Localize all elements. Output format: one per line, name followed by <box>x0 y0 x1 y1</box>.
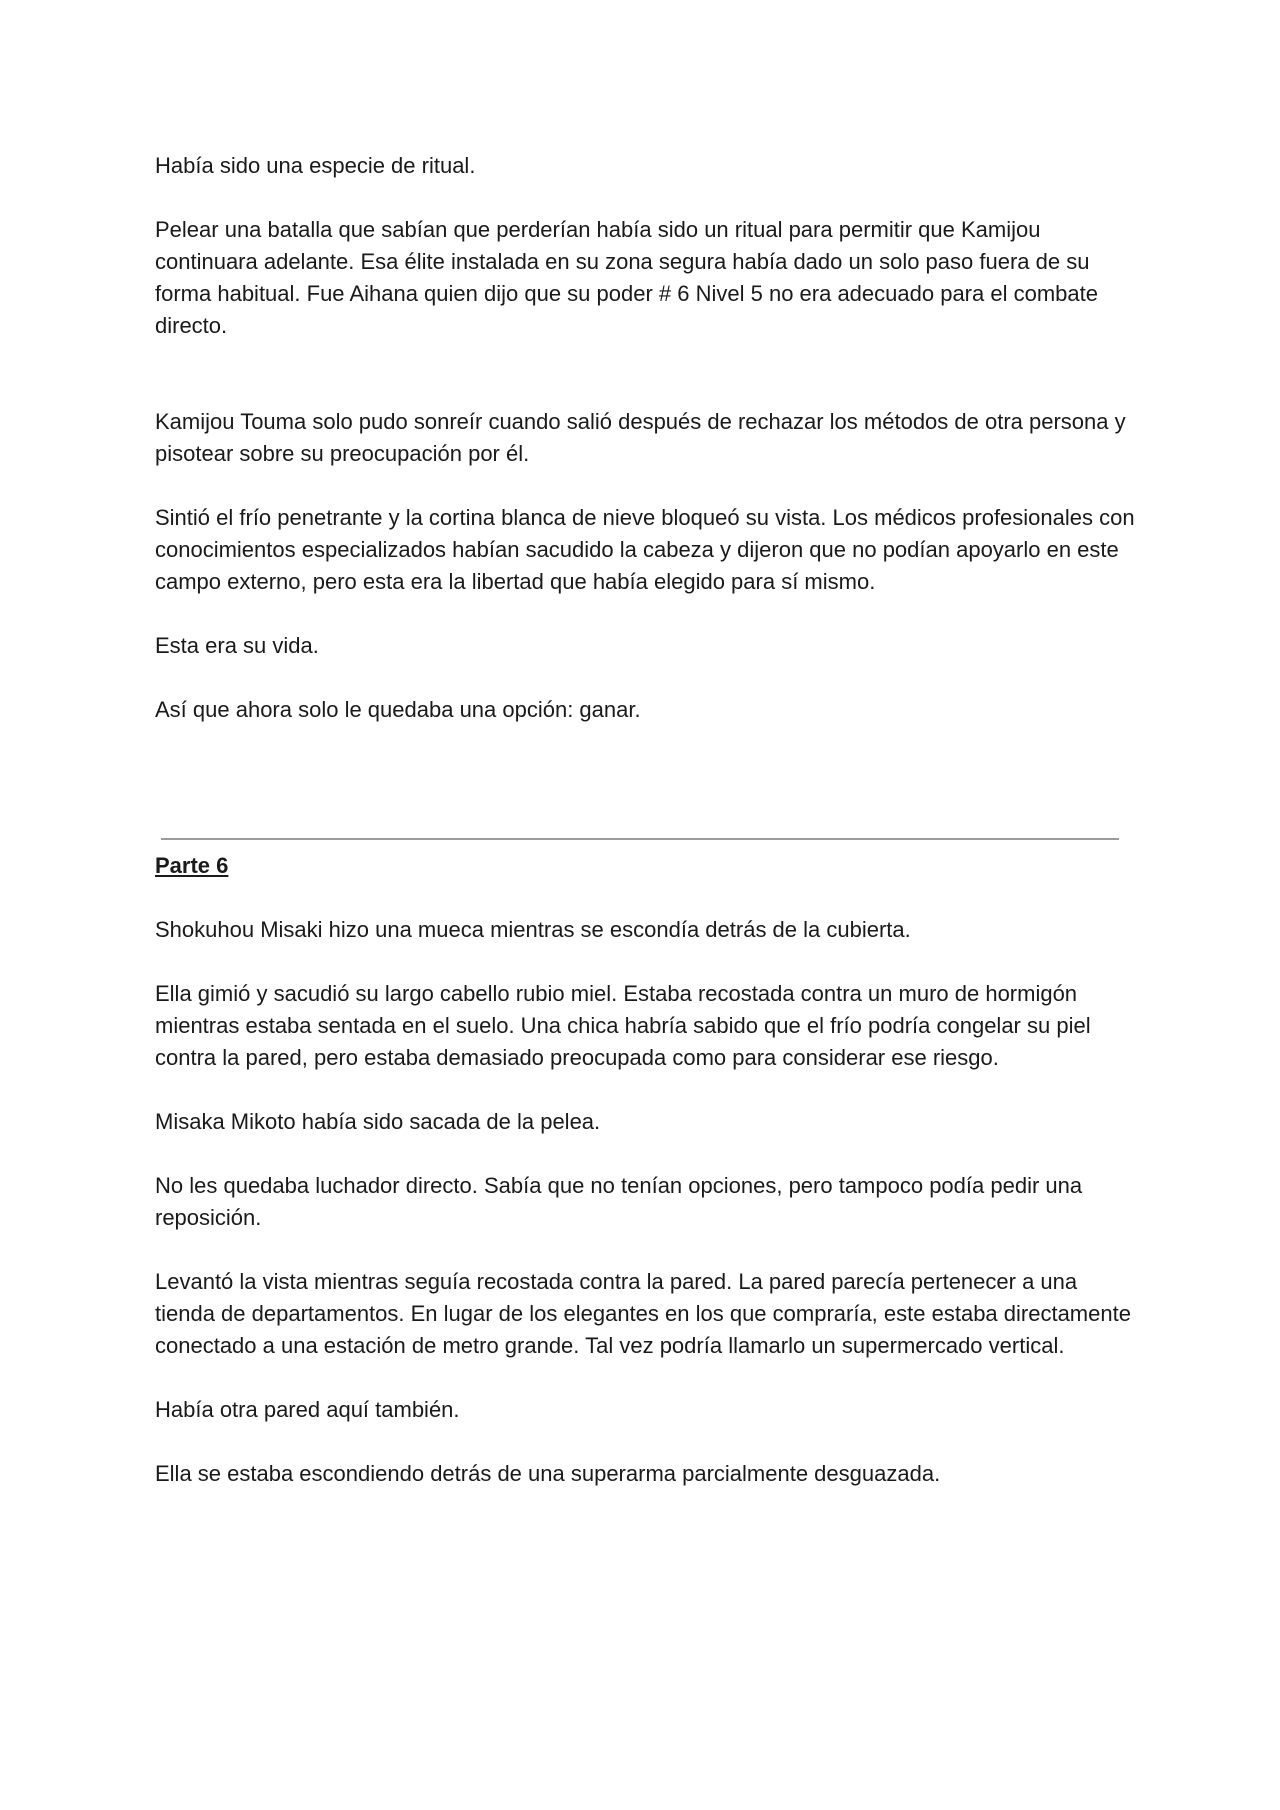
section-heading: Parte 6 <box>155 853 229 878</box>
paragraph: Levantó la vista mientras seguía recostada contra la pared. La pared parecía pertenecer a una tienda de departamentos. En lugar de los elegantes en los que compraría, este estaba directamente conectado a una estación de metro grande. Tal vez podría llamarlo un supermercado vertical. <box>155 1269 1131 1358</box>
paragraph: Esta era su vida. <box>155 633 319 658</box>
paragraph: Había sido una especie de ritual. <box>155 153 476 178</box>
document-page <box>155 150 1135 1522</box>
paragraph: Así que ahora solo le quedaba una opción: ganar. <box>155 697 641 722</box>
paragraph: No les quedaba luchador directo. Sabía que no tenían opciones, pero tampoco podía pedir una reposición. <box>155 1173 1083 1230</box>
paragraph: Kamijou Touma solo pudo sonreír cuando salió después de rechazar los métodos de otra persona y pisotear sobre su preocupación por él. <box>155 409 1126 466</box>
paragraph: Ella se estaba escondiendo detrás de una superarma parcialmente desguazada. <box>155 1461 941 1486</box>
paragraph: Sintió el frío penetrante y la cortina blanca de nieve bloqueó su vista. Los médicos profesionales con conocimientos especializados habían sacudido la cabeza y dijeron que no podían apoyarlo en este campo externo, pero esta era la libertad que había elegido para sí mismo. <box>155 505 1135 594</box>
paragraph: Pelear una batalla que sabían que perderían había sido un ritual para permitir que Kamijou continuara adelante. Esa élite instalada en su zona segura había dado un solo paso fuera de su forma habitual. Fue Aihana quien dijo que su poder # 6 Nivel 5 no era adecuado para el combate directo. <box>155 217 1098 338</box>
paragraph: Ella gimió y sacudió su largo cabello rubio miel. Estaba recostada contra un muro de hormigón mientras estaba sentada en el suelo. Una chica habría sabido que el frío podría congelar su piel contra la pared, pero estaba demasiado preocupada como para considerar ese riesgo. <box>155 981 1091 1070</box>
paragraph: Había otra pared aquí también. <box>155 1397 460 1422</box>
paragraph: Shokuhou Misaki hizo una mueca mientras se escondía detrás de la cubierta. <box>155 917 911 942</box>
paragraph: Misaka Mikoto había sido sacada de la pelea. <box>155 1109 601 1134</box>
section-divider <box>161 838 1119 840</box>
